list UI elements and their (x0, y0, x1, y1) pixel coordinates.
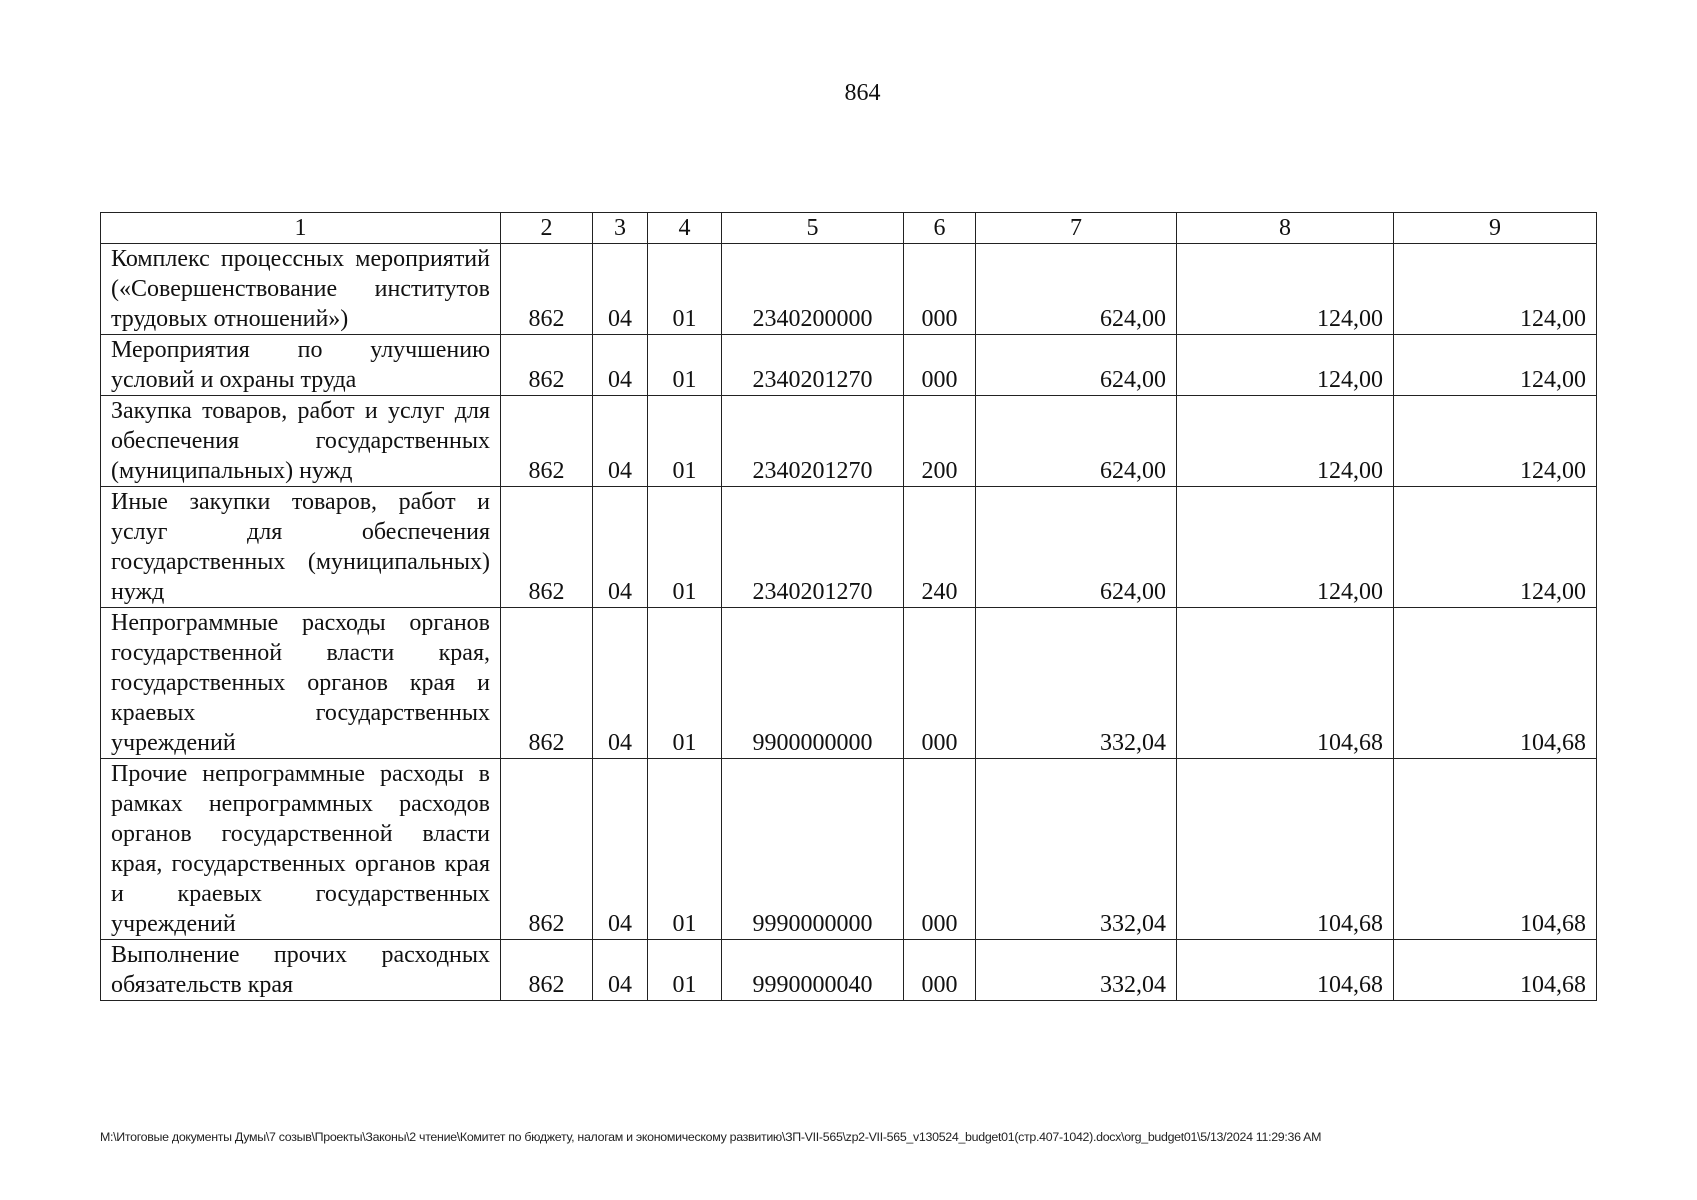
row-name: Комплекс процессных мероприятий («Совершенствование институтов трудовых отношений») (101, 244, 501, 335)
cell-col9: 104,68 (1394, 940, 1597, 1001)
cell-col3: 04 (593, 335, 648, 396)
row-name: Иные закупки товаров, работ и услуг для обеспечения государственных (муниципальных) нужд (101, 487, 501, 608)
column-header: 4 (648, 213, 722, 244)
cell-col7: 332,04 (976, 940, 1177, 1001)
table-row (101, 335, 1597, 396)
cell-col7: 332,04 (976, 759, 1177, 940)
cell-col4: 01 (648, 759, 722, 940)
cell-col5: 2340200000 (722, 244, 904, 335)
cell-col5: 2340201270 (722, 487, 904, 608)
column-header: 6 (904, 213, 976, 244)
cell-col9: 124,00 (1394, 487, 1597, 608)
row-name: Закупка товаров, работ и услуг для обеспечения государственных (муниципальных) нужд (101, 396, 501, 487)
table-header-row (101, 213, 1597, 244)
file-path-footer: M:\Итоговые документы Думы\7 созыв\Проекты\Законы\2 чтение\Комитет по бюджету, налогам и экономическому развитию\ЗП-VII-565\zp2-VII-565_v130524_budget01(стр.407-1042).docx\org_budget01\5/13/2024 11:29:36 AM (100, 1130, 1322, 1144)
column-header: 8 (1177, 213, 1394, 244)
cell-col8: 124,00 (1177, 335, 1394, 396)
cell-col8: 124,00 (1177, 487, 1394, 608)
cell-col4: 01 (648, 335, 722, 396)
cell-col6: 000 (904, 244, 976, 335)
table-row (101, 244, 1597, 335)
cell-col9: 104,68 (1394, 608, 1597, 759)
table-row (101, 487, 1597, 608)
cell-col2: 862 (501, 335, 593, 396)
cell-col4: 01 (648, 487, 722, 608)
cell-col8: 104,68 (1177, 608, 1394, 759)
cell-col2: 862 (501, 487, 593, 608)
cell-col3: 04 (593, 940, 648, 1001)
row-name: Непрограммные расходы органов государственной власти края, государственных органов края и краевых государственных учреждений (101, 608, 501, 759)
cell-col6: 000 (904, 608, 976, 759)
cell-col5: 2340201270 (722, 396, 904, 487)
column-header: 1 (101, 213, 501, 244)
cell-col5: 9900000000 (722, 608, 904, 759)
cell-col6: 240 (904, 487, 976, 608)
column-header: 9 (1394, 213, 1597, 244)
table-row (101, 759, 1597, 940)
row-name: Мероприятия по улучшению условий и охраны труда (101, 335, 501, 396)
cell-col7: 624,00 (976, 396, 1177, 487)
cell-col2: 862 (501, 759, 593, 940)
cell-col2: 862 (501, 396, 593, 487)
cell-col7: 624,00 (976, 244, 1177, 335)
cell-col9: 104,68 (1394, 759, 1597, 940)
cell-col9: 124,00 (1394, 244, 1597, 335)
budget-table (100, 212, 1597, 1001)
cell-col8: 104,68 (1177, 759, 1394, 940)
cell-col2: 862 (501, 940, 593, 1001)
page-number: 864 (844, 80, 881, 106)
cell-col7: 624,00 (976, 335, 1177, 396)
cell-col9: 124,00 (1394, 335, 1597, 396)
cell-col3: 04 (593, 244, 648, 335)
cell-col3: 04 (593, 608, 648, 759)
row-name: Выполнение прочих расходных обязательств края (101, 940, 501, 1001)
cell-col6: 000 (904, 940, 976, 1001)
cell-col4: 01 (648, 608, 722, 759)
cell-col7: 624,00 (976, 487, 1177, 608)
row-name: Прочие непрограммные расходы в рамках непрограммных расходов органов государственной власти края, государственных органов края и краевых государственных учреждений (101, 759, 501, 940)
cell-col5: 2340201270 (722, 335, 904, 396)
cell-col6: 000 (904, 335, 976, 396)
cell-col2: 862 (501, 608, 593, 759)
cell-col5: 9990000040 (722, 940, 904, 1001)
table-row (101, 608, 1597, 759)
cell-col3: 04 (593, 396, 648, 487)
table-row (101, 940, 1597, 1001)
cell-col9: 124,00 (1394, 396, 1597, 487)
cell-col7: 332,04 (976, 608, 1177, 759)
cell-col8: 124,00 (1177, 244, 1394, 335)
column-header: 2 (501, 213, 593, 244)
column-header: 3 (593, 213, 648, 244)
cell-col6: 200 (904, 396, 976, 487)
cell-col6: 000 (904, 759, 976, 940)
cell-col8: 124,00 (1177, 396, 1394, 487)
cell-col4: 01 (648, 244, 722, 335)
column-header: 7 (976, 213, 1177, 244)
cell-col2: 862 (501, 244, 593, 335)
cell-col8: 104,68 (1177, 940, 1394, 1001)
column-header: 5 (722, 213, 904, 244)
cell-col3: 04 (593, 487, 648, 608)
cell-col5: 9990000000 (722, 759, 904, 940)
table-row (101, 396, 1597, 487)
cell-col4: 01 (648, 396, 722, 487)
cell-col3: 04 (593, 759, 648, 940)
cell-col4: 01 (648, 940, 722, 1001)
